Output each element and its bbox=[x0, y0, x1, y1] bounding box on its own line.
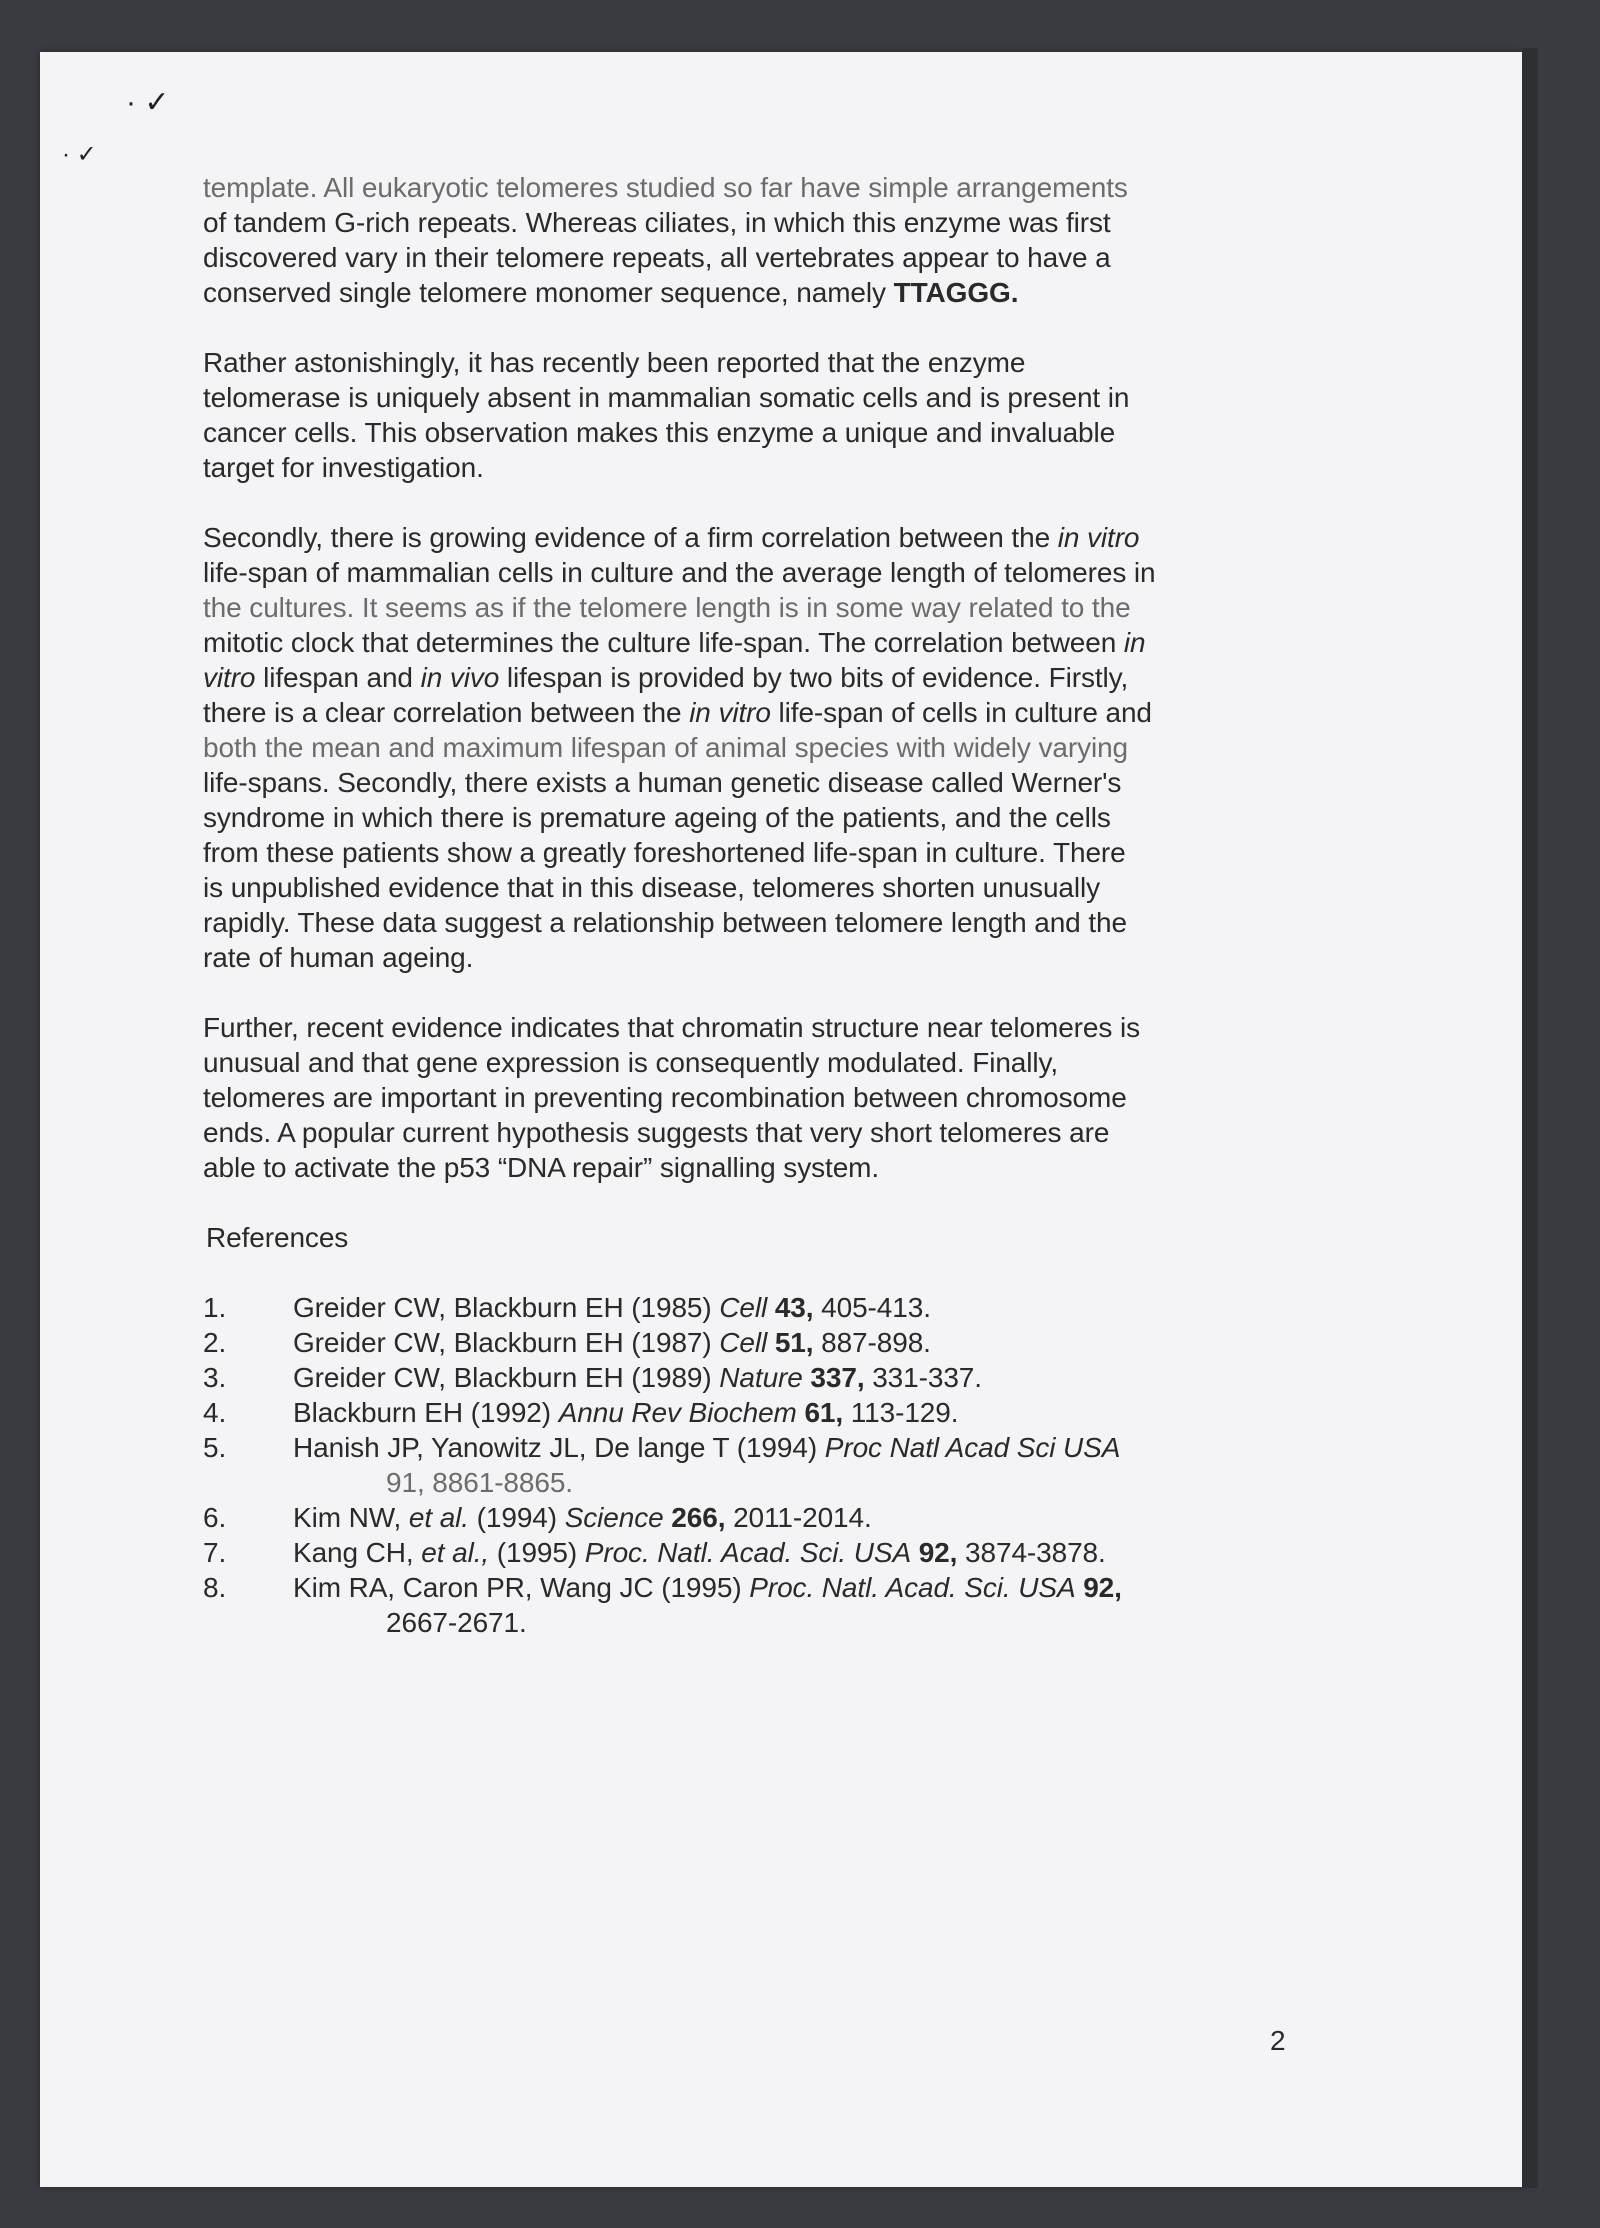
reference-number: 8. bbox=[203, 1572, 227, 1603]
reference-item bbox=[203, 1325, 1303, 1360]
reference-pages: 3874-3878. bbox=[957, 1537, 1106, 1568]
pen-mark: · ✓ bbox=[126, 86, 170, 119]
text-line: cancer cells. This observation makes this enzyme a unique and invaluable bbox=[203, 417, 1116, 448]
reference-number: 6. bbox=[203, 1502, 227, 1533]
reference-text bbox=[293, 1360, 982, 1395]
reference-authors: Greider CW, Blackburn EH (1989) bbox=[293, 1362, 720, 1393]
text-line: able to activate the p53 “DNA repair” signalling system. bbox=[203, 1152, 880, 1183]
reference-text bbox=[293, 1395, 958, 1430]
sequence-bold: TTAGGG. bbox=[893, 277, 1019, 308]
text-line: discovered vary in their telomere repeats, all vertebrates appear to have a bbox=[203, 242, 1111, 273]
text-span: there is a clear correlation between the bbox=[203, 697, 690, 728]
text-line: rapidly. These data suggest a relationship between telomere length and the bbox=[203, 907, 1127, 938]
reference-number: 5. bbox=[203, 1432, 227, 1463]
reference-etal: et al., bbox=[421, 1537, 490, 1568]
text-line bbox=[203, 625, 1303, 660]
text-line: rate of human ageing. bbox=[203, 942, 474, 973]
text-line: telomeres are important in preventing recombination between chromosome bbox=[203, 1082, 1127, 1113]
reference-item bbox=[203, 1395, 1303, 1430]
reference-volume: 43, bbox=[767, 1292, 814, 1323]
text-line bbox=[203, 275, 1303, 310]
text-line: is unpublished evidence that in this disease, telomeres shorten unusually bbox=[203, 872, 1101, 903]
reference-text bbox=[293, 1290, 931, 1325]
reference-continuation: 2667-2671. bbox=[386, 1607, 527, 1638]
reference-continuation: 91, 8861-8865. bbox=[386, 1467, 573, 1498]
text-line: both the mean and maximum lifespan of animal species with widely varying bbox=[203, 732, 1129, 763]
reference-item bbox=[203, 1290, 1303, 1325]
references-list bbox=[203, 1290, 1303, 1640]
reference-volume: 337, bbox=[802, 1362, 865, 1393]
text-line bbox=[203, 695, 1303, 730]
document-body bbox=[203, 170, 1303, 1640]
reference-authors: Blackburn EH (1992) bbox=[293, 1397, 559, 1428]
reference-authors: Kim NW, bbox=[293, 1502, 409, 1533]
reference-volume: 92, bbox=[1075, 1572, 1122, 1603]
text-span: conserved single telomere monomer sequence, namely bbox=[203, 277, 894, 308]
reference-etal: et al. bbox=[408, 1502, 469, 1533]
text-span: lifespan and bbox=[255, 662, 421, 693]
text-line: Rather astonishingly, it has recently been reported that the enzyme bbox=[203, 347, 1026, 378]
reference-journal: Cell bbox=[719, 1292, 768, 1323]
paragraph-chromatin-structure bbox=[203, 1010, 1303, 1185]
text-line: Further, recent evidence indicates that chromatin structure near telomeres is bbox=[203, 1012, 1140, 1043]
text-line: from these patients show a greatly foreshortened life-span in culture. There bbox=[203, 837, 1126, 868]
reference-item bbox=[203, 1500, 1303, 1535]
text-line: of tandem G-rich repeats. Whereas ciliates, in which this enzyme was first bbox=[203, 207, 1111, 238]
reference-journal: Science bbox=[564, 1502, 664, 1533]
text-line: unusual and that gene expression is consequently modulated. Finally, bbox=[203, 1047, 1059, 1078]
reference-authors: Hanish JP, Yanowitz JL, De lange T (1994) bbox=[293, 1432, 825, 1463]
reference-item bbox=[203, 1570, 1303, 1605]
reference-text bbox=[293, 1500, 872, 1535]
reference-authors: Greider CW, Blackburn EH (1985) bbox=[293, 1292, 720, 1323]
page-number: 2 bbox=[1270, 2025, 1286, 2056]
reference-pages: 2011-2014. bbox=[725, 1502, 872, 1533]
text-line: ends. A popular current hypothesis suggests that very short telomeres are bbox=[203, 1117, 1110, 1148]
reference-volume: 266, bbox=[663, 1502, 726, 1533]
text-line: template. All eukaryotic telomeres studied so far have simple arrangements bbox=[203, 172, 1128, 203]
reference-authors: Kim RA, Caron PR, Wang JC (1995) bbox=[293, 1572, 750, 1603]
reference-text bbox=[293, 1535, 1106, 1570]
reference-journal: Nature bbox=[719, 1362, 803, 1393]
reference-authors: Kang CH, bbox=[293, 1537, 422, 1568]
reference-text bbox=[293, 1430, 1120, 1465]
reference-pages: 887-898. bbox=[813, 1327, 931, 1358]
reference-year: (1995) bbox=[489, 1537, 585, 1568]
text-line: syndrome in which there is premature ageing of the patients, and the cells bbox=[203, 802, 1111, 833]
text-span: Secondly, there is growing evidence of a firm correlation between the bbox=[203, 522, 1058, 553]
italic-term: in vivo bbox=[420, 662, 500, 693]
reference-volume: 51, bbox=[774, 1327, 814, 1358]
text-span: mitotic clock that determines the culture life-span. The correlation between bbox=[203, 627, 1124, 658]
reference-pages: 113-129. bbox=[843, 1397, 959, 1428]
reference-item bbox=[203, 1430, 1303, 1465]
text-line: telomerase is uniquely absent in mammalian somatic cells and is present in bbox=[203, 382, 1130, 413]
paragraph-telomerase-cancer bbox=[203, 345, 1303, 485]
reference-authors: Greider CW, Blackburn EH (1987) bbox=[293, 1327, 720, 1358]
italic-term: in bbox=[1123, 627, 1146, 658]
text-span: life-span of cells in culture and bbox=[770, 697, 1152, 728]
reference-number: 7. bbox=[203, 1537, 227, 1568]
text-line: target for investigation. bbox=[203, 452, 484, 483]
text-span: lifespan is provided by two bits of evidence. Firstly, bbox=[499, 662, 1129, 693]
text-line: life-span of mammalian cells in culture and the average length of telomeres in bbox=[203, 557, 1156, 588]
italic-term: in vitro bbox=[1057, 522, 1140, 553]
reference-text bbox=[293, 1570, 1122, 1605]
italic-term: vitro bbox=[203, 662, 256, 693]
reference-pages: 331-337. bbox=[864, 1362, 982, 1393]
reference-journal: Proc. Natl. Acad. Sci. USA bbox=[584, 1537, 912, 1568]
reference-item bbox=[203, 1535, 1303, 1570]
text-line bbox=[203, 660, 1303, 695]
references-heading: References bbox=[206, 1222, 349, 1253]
reference-number: 4. bbox=[203, 1397, 227, 1428]
reference-number: 2. bbox=[203, 1327, 227, 1358]
reference-journal: Proc. Natl. Acad. Sci. USA bbox=[749, 1572, 1076, 1603]
italic-term: in vitro bbox=[689, 697, 771, 728]
paragraph-lifespan-correlation bbox=[203, 520, 1303, 975]
pen-mark: · ✓ bbox=[62, 141, 97, 168]
paragraph-telomere-repeats bbox=[203, 170, 1303, 310]
page-edge-shadow bbox=[1522, 48, 1538, 2188]
reference-item bbox=[203, 1360, 1303, 1395]
text-line: life-spans. Secondly, there exists a human genetic disease called Werner's bbox=[203, 767, 1122, 798]
reference-journal: Proc Natl Acad Sci USA bbox=[824, 1432, 1121, 1463]
reference-text bbox=[293, 1325, 931, 1360]
reference-journal: Annu Rev Biochem bbox=[558, 1397, 797, 1428]
reference-number: 1. bbox=[203, 1292, 227, 1323]
reference-journal: Cell bbox=[719, 1327, 775, 1358]
reference-number: 3. bbox=[203, 1362, 227, 1393]
text-line: the cultures. It seems as if the telomere length is in some way related to the bbox=[203, 592, 1131, 623]
text-line bbox=[203, 520, 1303, 555]
reference-volume: 92, bbox=[911, 1537, 958, 1568]
reference-year: (1994) bbox=[468, 1502, 565, 1533]
reference-pages: 405-413. bbox=[813, 1292, 931, 1323]
reference-volume: 61, bbox=[796, 1397, 844, 1428]
